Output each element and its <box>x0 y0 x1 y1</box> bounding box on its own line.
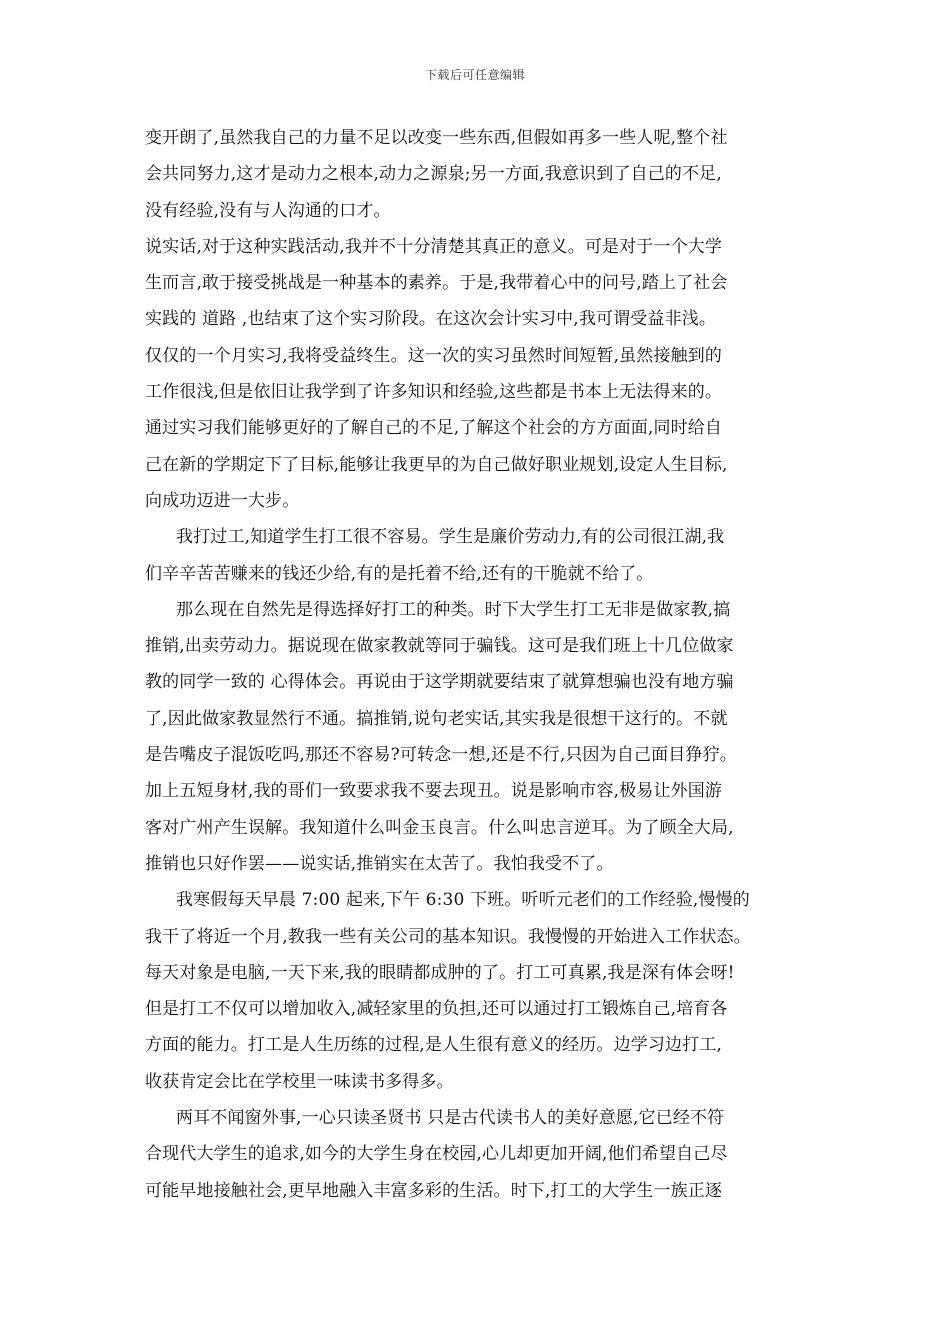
text-line: 没有经验,没有与人沟通的口才。 <box>145 200 391 221</box>
text-line: 说实话,对于这种实践活动,我并不十分清楚其真正的意义。可是对于一个大学 <box>145 236 723 257</box>
text-line: 通过实习我们能够更好的了解自己的不足,了解这个社会的方方面面,同时给自 <box>145 418 723 439</box>
text-line: 方面的能力。打工是人生历练的过程,是人生很有意义的经历。边学习边打工, <box>145 1035 723 1056</box>
text-line: 实践的 道路 ,也结束了这个实习阶段。在这次会计实习中,我可谓受益非浅。 <box>145 309 717 330</box>
text-line: 仅仅的一个月实习,我将受益终生。这一次的实习虽然时间短暂,虽然接触到的 <box>145 345 723 366</box>
text-line: 我寒假每天早晨 7:00 起来,下午 6:30 下班。听听元老们的工作经验,慢慢的 <box>176 890 750 911</box>
text-line: 推销,出卖劳动力。据说现在做家教就等同于骗钱。这可是我们班上十几位做家 <box>145 636 734 657</box>
text-line: 们辛辛苦苦赚来的钱还少给,有的是托着不给,还有的干脆就不给了。 <box>145 563 654 584</box>
text-line: 了,因此做家教显然行不通。搞推销,说句老实话,其实我是很想干这行的。不就 <box>145 708 728 729</box>
text-line: 我打过工,知道学生打工很不容易。学生是廉价劳动力,有的公司很江湖,我 <box>176 527 725 548</box>
page-header: 下载后可任意编辑 <box>424 68 525 82</box>
text-line: 收获肯定会比在学校里一味读书多得多。 <box>145 1071 454 1092</box>
text-line: 两耳不闻窗外事,一心只读圣贤书 只是古代读书人的美好意愿,它已经不符 <box>176 1108 725 1129</box>
text-line: 己在新的学期定下了目标,能够让我更早的为自己做好职业规划,设定人生目标, <box>145 454 728 475</box>
text-line: 工作很浅,但是依旧让我学到了许多知识和经验,这些都是书本上无法得来的。 <box>145 382 723 403</box>
text-line: 但是打工不仅可以增加收入,减轻家里的负担,还可以通过打工锻炼自己,培育各 <box>145 999 728 1020</box>
text-line: 变开朗了,虽然我自己的力量不足以改变一些东西,但假如再多一些人呢,整个社 <box>145 128 728 148</box>
text-line: 客对广州产生误解。我知道什么叫金玉良言。什么叫忠言逆耳。为了顾全大局, <box>145 817 734 838</box>
text-line: 推销也只好作罢——说实话,推销实在太苦了。我怕我受不了。 <box>145 853 614 874</box>
text-line: 每天对象是电脑,一天下来,我的眼睛都成肿的了。打工可真累,我是深有体会呀! <box>145 962 735 983</box>
text-line: 是告嘴皮子混饭吃吗,那还不容易?可转念一想,还是不行,只因为自己面目狰狞。 <box>145 745 737 766</box>
text-line: 那么现在自然先是得选择好打工的种类。时下大学生打工无非是做家教,搞 <box>176 599 731 620</box>
text-line: 我干了将近一个月,教我一些有关公司的基本知识。我慢慢的开始进入工作状态。 <box>145 926 751 947</box>
text-line: 向成功迈进一大步。 <box>145 490 300 511</box>
text-line: 可能早地接触社会,更早地融入丰富多彩的生活。时下,打工的大学生一族正逐 <box>145 1180 723 1201</box>
text-line: 教的同学一致的 心得体会。再说由于这学期就要结束了就算想骗也没有地方骗 <box>145 672 734 693</box>
text-line: 加上五短身材,我的哥们一致要求我不要去现丑。说是影响市容,极易让外国游 <box>145 781 723 802</box>
document-body <box>145 120 807 1209</box>
text-line: 合现代大学生的追求,如今的大学生身在校园,心儿却更加开阔,他们希望自己尽 <box>145 1144 728 1165</box>
text-line: 会共同努力,这才是动力之根本,动力之源泉;另一方面,我意识到了自己的不足, <box>145 164 722 185</box>
text-line: 生而言,敢于接受挑战是一种基本的素养。于是,我带着心中的问号,踏上了社会 <box>145 273 728 294</box>
